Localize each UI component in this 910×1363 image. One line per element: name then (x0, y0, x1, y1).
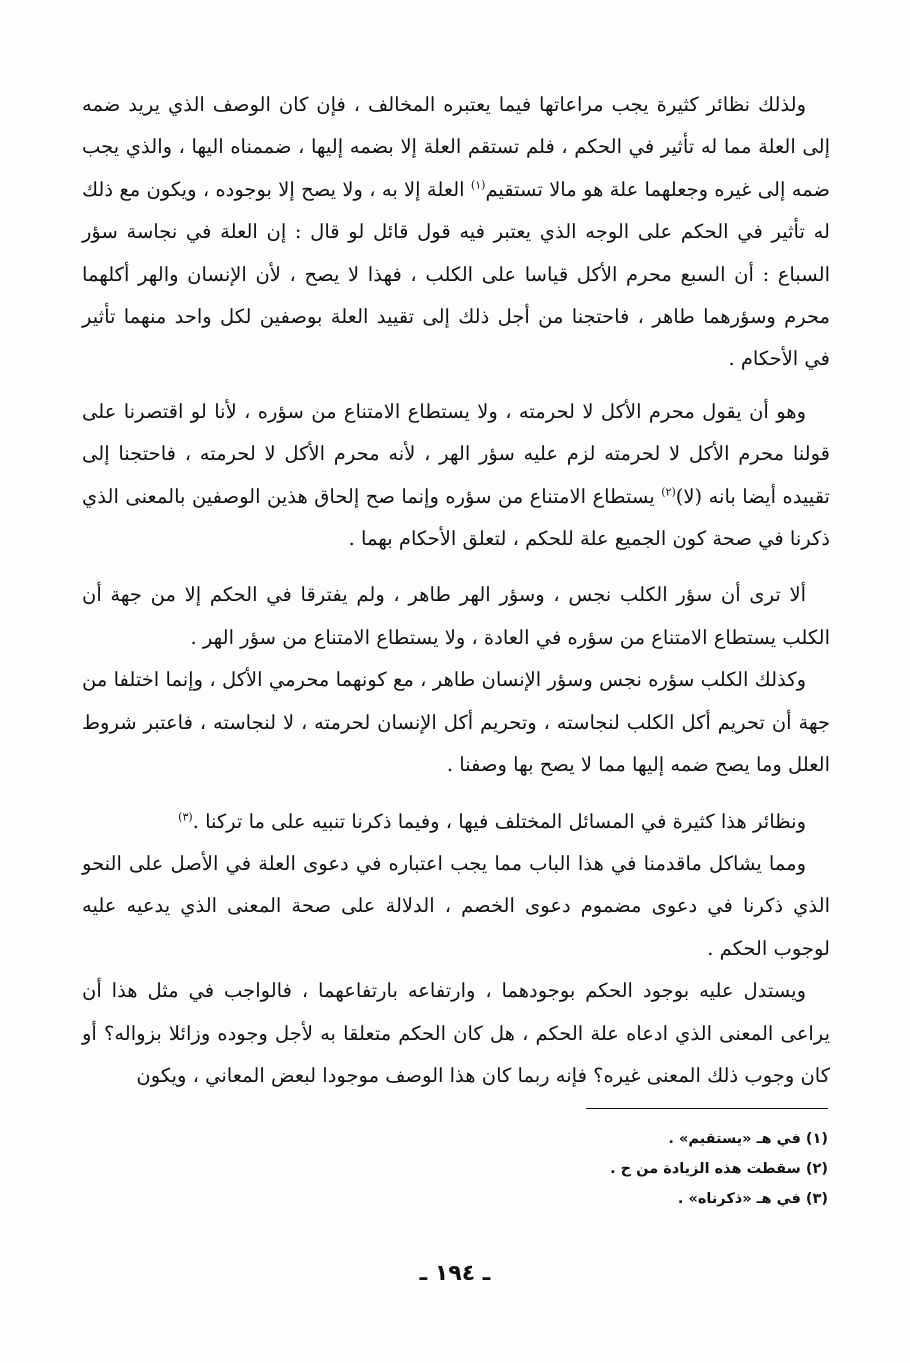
paragraph-5: ونظائر هذا كثيرة في المسائل المختلف فيها ، وفيما ذكرنا تنبيه على ما تركنا .$^{(٣)}$ (178, 809, 806, 833)
paragraph-7: ويستدل عليه بوجود الحكم بوجودهما ، وارتفاعه بارتفاعهما ، فالواجب في مثل هذا أن يراعى المعنى الذي ادعاه علة الحكم ، هل كان الحكم متعلقا به لأجل وجوده وزائلا بزواله؟ أو كان وجوب ذلك المعنى غيره؟ فإنه ربما كان هذا الوصف موجودا لبعض المعاني ، ويكون (82, 979, 830, 1087)
paragraph-6: ومما يشاكل ماقدمنا في هذا الباب مما يجب اعتباره في دعوى العلة في الأصل على النحو الذي ذكرنا في دعوى مضموم دعوى الخصم ، الدلالة على صحة المعنى الذي يدعيه عليه لوجوب الحكم . (82, 851, 830, 960)
footnote-ref-3: (٣) (178, 810, 193, 823)
footnote-3: (٣) في هـ «ذكرناه» . (677, 1191, 828, 1207)
paragraph-1: ولذلك نظائر كثيرة يجب مراعاتها فيما يعتبره المخالف ، فإن كان الوصف الذي يريد ضمه إلى العلة مما له تأثير في الحكم ، فلم تستقم العلة إلا بضمه إليها ، ضممناه اليها ، والذي يجب ضمه إلى غيره وجعلهما علة هو مالا تستقيم$^{(١)}$ العلة إلا به ، ولا يصح إلا بوجوده ، ويكون مع ذلك له تأثير في الحكم على الوجه الذي يعتبر فيه قول قائل لو قال : إن العلة في نجاسة سؤر السباع : أن السبع محرم الأكل قياسا على الكلب ، فهذا لا يصح ، لأن الإنسان والهر أكلهما محرم وسؤرهما طاهر ، فاحتجنا من أجل ذلك إلى تقييد العلة بوصفين لكل واحد منهما تأثير في الأحكام . (82, 93, 830, 371)
footnote-separator (586, 1108, 828, 1109)
paragraph-3: ألا ترى أن سؤر الكلب نجس ، وسؤر الهر طاهر ، ولم يفترقا في الحكم إلا من جهة أن الكلب يستطاع الامتناع من سؤره في العادة ، ولا يستطاع الامتناع من سؤر الهر . (82, 583, 830, 649)
footnotes (428, 1124, 828, 1214)
footnote-1: (١) في هـ «يستقيم» . (668, 1131, 828, 1147)
footnote-ref-2: (٢) (661, 485, 676, 499)
page-body (82, 84, 830, 1097)
paragraph-2: وهو أن يقول محرم الأكل لا لحرمته ، ولا يستطاع الامتناع من سؤره ، لأنا لو اقتصرنا على قولنا محرم الأكل لا لحرمته لزم عليه سؤر الهر ، لأنه محرم الأكل لا لحرمته ، فاحتجنا إلى تقييده أيضا بانه (لا)$^{(٢)}$ يستطاع الامتناع من سؤره وإنما صح إلحاق هذين الوصفين بالمعنى الذي ذكرنا في صحة كون الجميع علة للحكم ، لتعلق الأحكام بهما . (82, 399, 830, 551)
footnote-2: (٢) سقطت هذه الزيادة من ح . (610, 1161, 828, 1177)
page-number: ـ ١٩٤ ـ (419, 1261, 491, 1286)
footnote-ref-1: (١) (470, 178, 486, 192)
paragraph-4: وكذلك الكلب سؤره نجس وسؤر الإنسان طاهر ، مع كونهما محرمي الأكل ، وإنما اختلفا من جهة أن تحريم أكل الكلب لنجاسته ، وتحريم أكل الإنسان لحرمته ، لا لنجاسته ، فاعتبر شروط العلل وما يصح ضمه إليها مما لا يصح بها وصفنا . (82, 668, 830, 777)
